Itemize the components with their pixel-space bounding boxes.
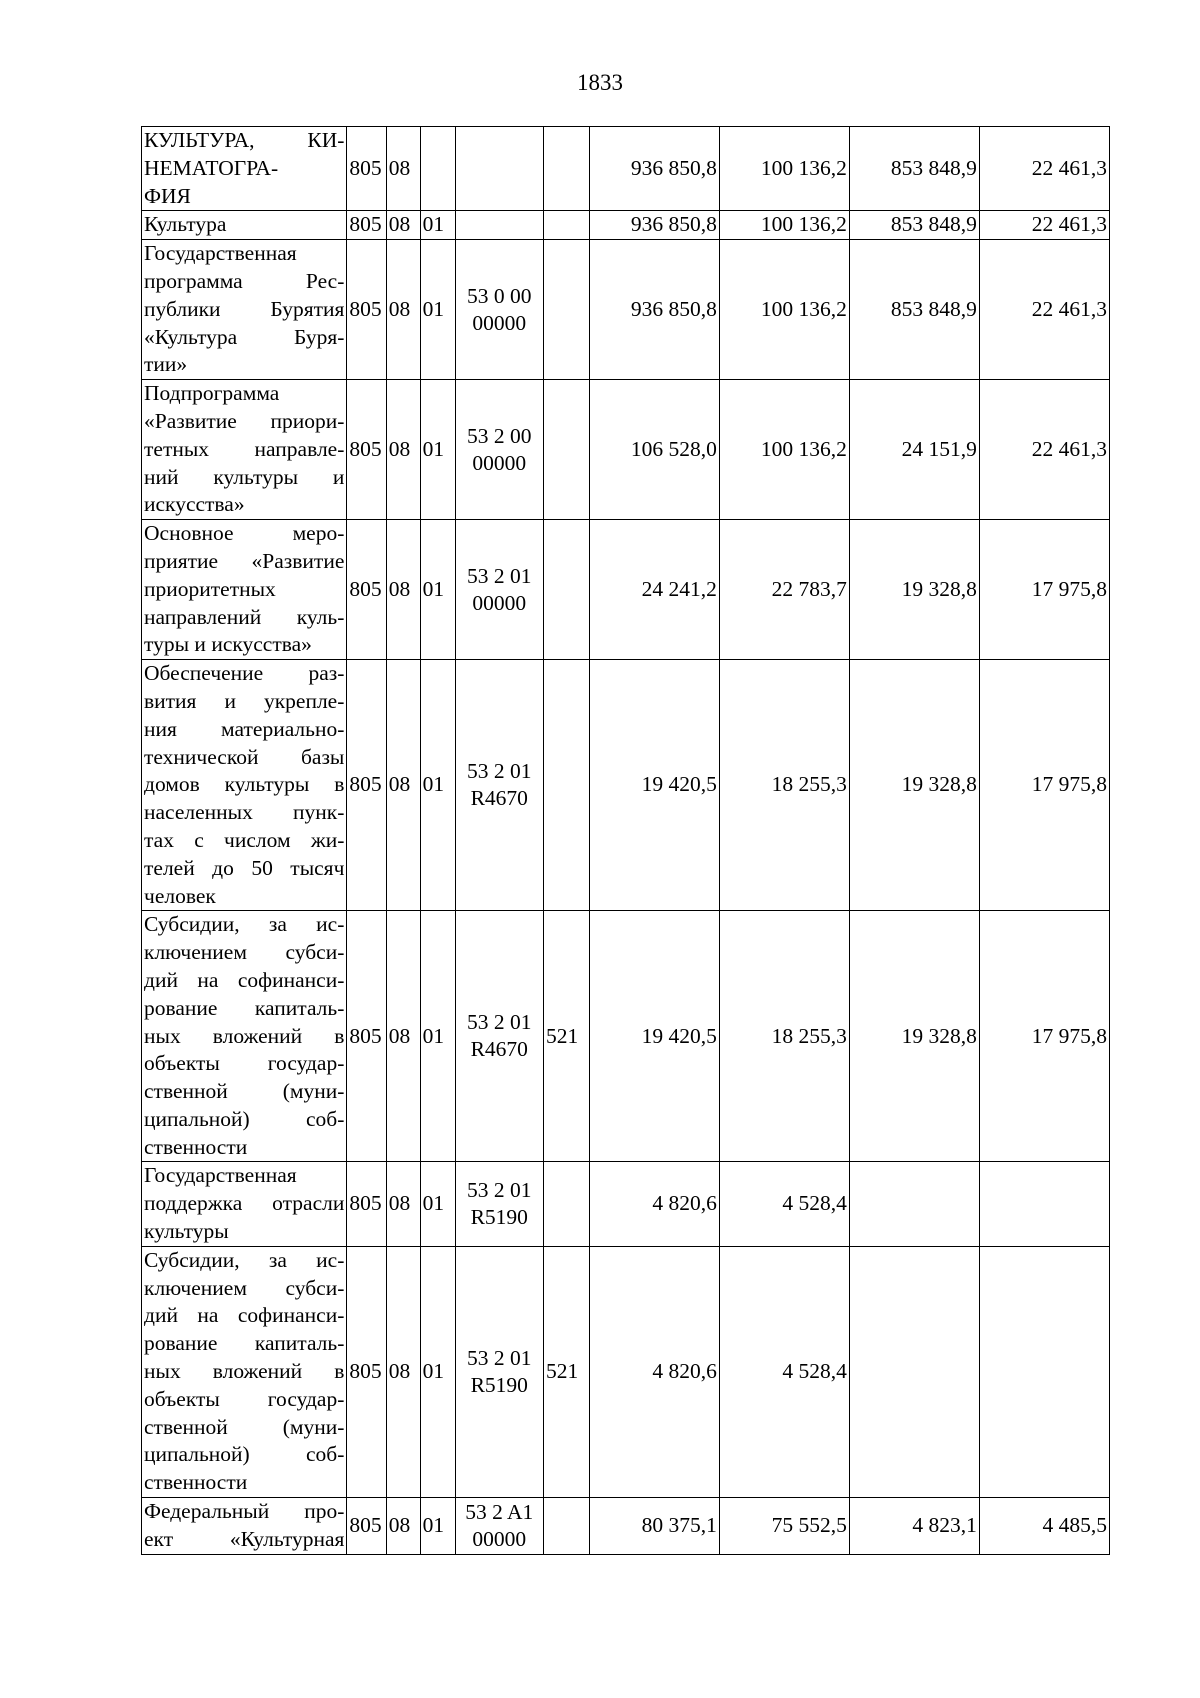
subsection-code-cell: 01: [420, 911, 455, 1162]
item-name-line: НЕМАТОГРА-: [144, 155, 279, 180]
item-name-line: «Развитие приори-: [144, 408, 345, 433]
expense-type-cell: 521: [544, 1246, 590, 1497]
item-name-line: направлений куль-: [144, 604, 345, 629]
amount-cell-2: 100 136,2: [719, 380, 849, 520]
item-name-line: тах с числом жи-: [144, 827, 345, 852]
expense-type-cell: [544, 660, 590, 911]
expense-type-cell: [544, 380, 590, 520]
target-article-line: 00000: [472, 590, 527, 615]
ministry-code-cell: 805: [347, 1162, 386, 1246]
amount-cell-1: 936 850,8: [589, 240, 719, 380]
target-article-cell: [455, 127, 543, 211]
ministry-code-cell: 805: [347, 911, 386, 1162]
item-name-line: дий на софинанси-: [144, 967, 345, 992]
item-name-cell: [142, 240, 347, 380]
ministry-code-cell: 805: [347, 1498, 386, 1555]
section-code-cell: 08: [386, 1246, 420, 1497]
item-name-line: ных вложений в: [144, 1023, 345, 1048]
item-name-line: ственной (муни-: [144, 1414, 345, 1439]
section-code-cell: 08: [386, 1498, 420, 1555]
item-name-line: искусства»: [144, 492, 245, 517]
item-name-line: ния материально-: [144, 716, 345, 741]
amount-cell-2: 18 255,3: [719, 911, 849, 1162]
target-article-cell: [455, 211, 543, 240]
amount-cell-2: 22 783,7: [719, 520, 849, 660]
item-name-line: тетных направле-: [144, 436, 345, 461]
item-name-line: рование капиталь-: [144, 1331, 345, 1356]
table-row: [142, 211, 1110, 240]
table-row: [142, 660, 1110, 911]
amount-cell-1: 4 820,6: [589, 1246, 719, 1497]
subsection-code-cell: 01: [420, 1162, 455, 1246]
subsection-code-cell: 01: [420, 1498, 455, 1555]
ministry-code-cell: 805: [347, 127, 386, 211]
item-name-line: Государственная: [144, 241, 297, 266]
item-name-cell: [142, 1498, 347, 1555]
ministry-code-cell: 805: [347, 520, 386, 660]
item-name-line: человек: [144, 883, 216, 908]
table-row: [142, 127, 1110, 211]
amount-cell-2: 100 136,2: [719, 240, 849, 380]
section-code-cell: 08: [386, 211, 420, 240]
target-article-line: R5190: [470, 1372, 528, 1397]
ministry-code-cell: 805: [347, 380, 386, 520]
amount-cell-2: 4 528,4: [719, 1246, 849, 1497]
target-article-line: 00000: [472, 1526, 527, 1551]
item-name-line: Культура: [144, 212, 227, 237]
target-article-line: 53 2 00: [467, 423, 532, 448]
amount-cell-1: 106 528,0: [589, 380, 719, 520]
item-name-line: поддержка отрасли: [144, 1191, 345, 1216]
amount-cell-1: 24 241,2: [589, 520, 719, 660]
amount-cell-1: 4 820,6: [589, 1162, 719, 1246]
amount-cell-1: 19 420,5: [589, 660, 719, 911]
table-row: [142, 1246, 1110, 1497]
item-name-line: Субсидии, за ис-: [144, 912, 345, 937]
amount-cell-3: 24 151,9: [849, 380, 979, 520]
target-article-line: 53 2 01: [467, 1010, 532, 1035]
item-name-line: приоритетных: [144, 576, 276, 601]
item-name-line: тии»: [144, 352, 188, 377]
item-name-line: ект «Культурная: [144, 1526, 345, 1551]
target-article-cell: [455, 520, 543, 660]
item-name-line: Государственная: [144, 1163, 297, 1188]
amount-cell-4: 22 461,3: [979, 211, 1109, 240]
item-name-line: Обеспечение раз-: [144, 661, 345, 686]
expense-type-cell: [544, 127, 590, 211]
item-name-line: программа Рес-: [144, 268, 345, 293]
expense-type-cell: 521: [544, 911, 590, 1162]
amount-cell-4: 22 461,3: [979, 127, 1109, 211]
target-article-line: 53 2 01: [467, 563, 532, 588]
item-name-line: объекты государ-: [144, 1051, 345, 1076]
item-name-line: рование капиталь-: [144, 995, 345, 1020]
section-code-cell: 08: [386, 660, 420, 911]
target-article-line: 53 2 01: [467, 1345, 532, 1370]
amount-cell-4: 17 975,8: [979, 911, 1109, 1162]
item-name-line: объекты государ-: [144, 1386, 345, 1411]
target-article-cell: [455, 380, 543, 520]
section-code-cell: 08: [386, 127, 420, 211]
amount-cell-4: 22 461,3: [979, 240, 1109, 380]
item-name-cell: [142, 127, 347, 211]
amount-cell-2: 4 528,4: [719, 1162, 849, 1246]
item-name-line: Федеральный про-: [144, 1499, 345, 1524]
item-name-line: Субсидии, за ис-: [144, 1247, 345, 1272]
table-row: [142, 380, 1110, 520]
subsection-code-cell: 01: [420, 380, 455, 520]
section-code-cell: 08: [386, 1162, 420, 1246]
item-name-line: ний культуры и: [144, 464, 345, 489]
item-name-cell: [142, 211, 347, 240]
ministry-code-cell: 805: [347, 211, 386, 240]
item-name-line: «Культура Буря-: [144, 324, 345, 349]
table-row: [142, 520, 1110, 660]
item-name-line: ключением субси-: [144, 1275, 345, 1300]
target-article-line: 53 2 01: [467, 759, 532, 784]
item-name-line: ФИЯ: [144, 183, 191, 208]
amount-cell-4: [979, 1246, 1109, 1497]
target-article-line: R4670: [470, 1037, 528, 1062]
section-code-cell: 08: [386, 520, 420, 660]
expense-type-cell: [544, 520, 590, 660]
item-name-cell: [142, 660, 347, 911]
target-article-line: 00000: [472, 450, 527, 475]
item-name-line: ных вложений в: [144, 1359, 345, 1384]
item-name-cell: [142, 520, 347, 660]
target-article-cell: [455, 1498, 543, 1555]
amount-cell-1: 936 850,8: [589, 127, 719, 211]
item-name-line: Основное меро-: [144, 521, 345, 546]
subsection-code-cell: 01: [420, 211, 455, 240]
item-name-line: публики Бурятия: [144, 296, 345, 321]
target-article-cell: [455, 240, 543, 380]
target-article-line: 53 2 01: [467, 1178, 532, 1203]
amount-cell-3: [849, 1246, 979, 1497]
item-name-cell: [142, 911, 347, 1162]
table-row: [142, 1162, 1110, 1246]
subsection-code-cell: 01: [420, 660, 455, 911]
target-article-line: R5190: [470, 1205, 528, 1230]
section-code-cell: 08: [386, 380, 420, 520]
item-name-line: культуры: [144, 1219, 229, 1244]
item-name-line: домов культуры в: [144, 772, 345, 797]
amount-cell-4: 17 975,8: [979, 660, 1109, 911]
target-article-line: 53 2 A1: [465, 1499, 534, 1524]
item-name-line: населенных пунк-: [144, 800, 345, 825]
item-name-cell: [142, 1246, 347, 1497]
subsection-code-cell: [420, 127, 455, 211]
item-name-line: ственности: [144, 1134, 248, 1159]
target-article-cell: [455, 1162, 543, 1246]
item-name-line: вития и укрепле-: [144, 688, 345, 713]
amount-cell-4: 17 975,8: [979, 520, 1109, 660]
amount-cell-1: 19 420,5: [589, 911, 719, 1162]
ministry-code-cell: 805: [347, 1246, 386, 1497]
item-name-line: ципальной) соб-: [144, 1442, 345, 1467]
item-name-line: ключением субси-: [144, 940, 345, 965]
item-name-line: Подпрограмма: [144, 381, 280, 406]
target-article-cell: [455, 911, 543, 1162]
ministry-code-cell: 805: [347, 240, 386, 380]
subsection-code-cell: 01: [420, 520, 455, 660]
item-name-line: туры и искусства»: [144, 632, 312, 657]
table-row: [142, 911, 1110, 1162]
item-name-cell: [142, 1162, 347, 1246]
amount-cell-4: [979, 1162, 1109, 1246]
amount-cell-2: 100 136,2: [719, 211, 849, 240]
amount-cell-4: 22 461,3: [979, 380, 1109, 520]
item-name-line: телей до 50 тысяч: [144, 855, 345, 880]
amount-cell-3: [849, 1162, 979, 1246]
amount-cell-3: 853 848,9: [849, 240, 979, 380]
table-row: [142, 1498, 1110, 1555]
item-name-line: КУЛЬТУРА, КИ-: [144, 128, 345, 152]
expense-type-cell: [544, 240, 590, 380]
amount-cell-2: 100 136,2: [719, 127, 849, 211]
expense-type-cell: [544, 1498, 590, 1555]
amount-cell-3: 19 328,8: [849, 660, 979, 911]
amount-cell-3: 4 823,1: [849, 1498, 979, 1555]
amount-cell-2: 75 552,5: [719, 1498, 849, 1555]
item-name-cell: [142, 380, 347, 520]
amount-cell-2: 18 255,3: [719, 660, 849, 911]
amount-cell-4: 4 485,5: [979, 1498, 1109, 1555]
item-name-line: технической базы: [144, 744, 345, 769]
item-name-line: дий на софинанси-: [144, 1303, 345, 1328]
target-article-line: 00000: [472, 310, 527, 335]
target-article-cell: [455, 660, 543, 911]
item-name-line: ственности: [144, 1470, 248, 1495]
amount-cell-1: 936 850,8: [589, 211, 719, 240]
amount-cell-3: 853 848,9: [849, 127, 979, 211]
section-code-cell: 08: [386, 911, 420, 1162]
item-name-line: приятие «Развитие: [144, 548, 345, 573]
expense-type-cell: [544, 211, 590, 240]
section-code-cell: 08: [386, 240, 420, 380]
target-article-line: 53 0 00: [467, 283, 532, 308]
subsection-code-cell: 01: [420, 240, 455, 380]
page-number: 1833: [577, 70, 623, 95]
expense-type-cell: [544, 1162, 590, 1246]
amount-cell-3: 19 328,8: [849, 911, 979, 1162]
amount-cell-3: 19 328,8: [849, 520, 979, 660]
amount-cell-1: 80 375,1: [589, 1498, 719, 1555]
target-article-cell: [455, 1246, 543, 1497]
item-name-line: ципальной) соб-: [144, 1106, 345, 1131]
table-row: [142, 240, 1110, 380]
budget-table: [141, 126, 1110, 1555]
subsection-code-cell: 01: [420, 1246, 455, 1497]
item-name-line: ственной (муни-: [144, 1079, 345, 1104]
ministry-code-cell: 805: [347, 660, 386, 911]
target-article-line: R4670: [470, 786, 528, 811]
amount-cell-3: 853 848,9: [849, 211, 979, 240]
